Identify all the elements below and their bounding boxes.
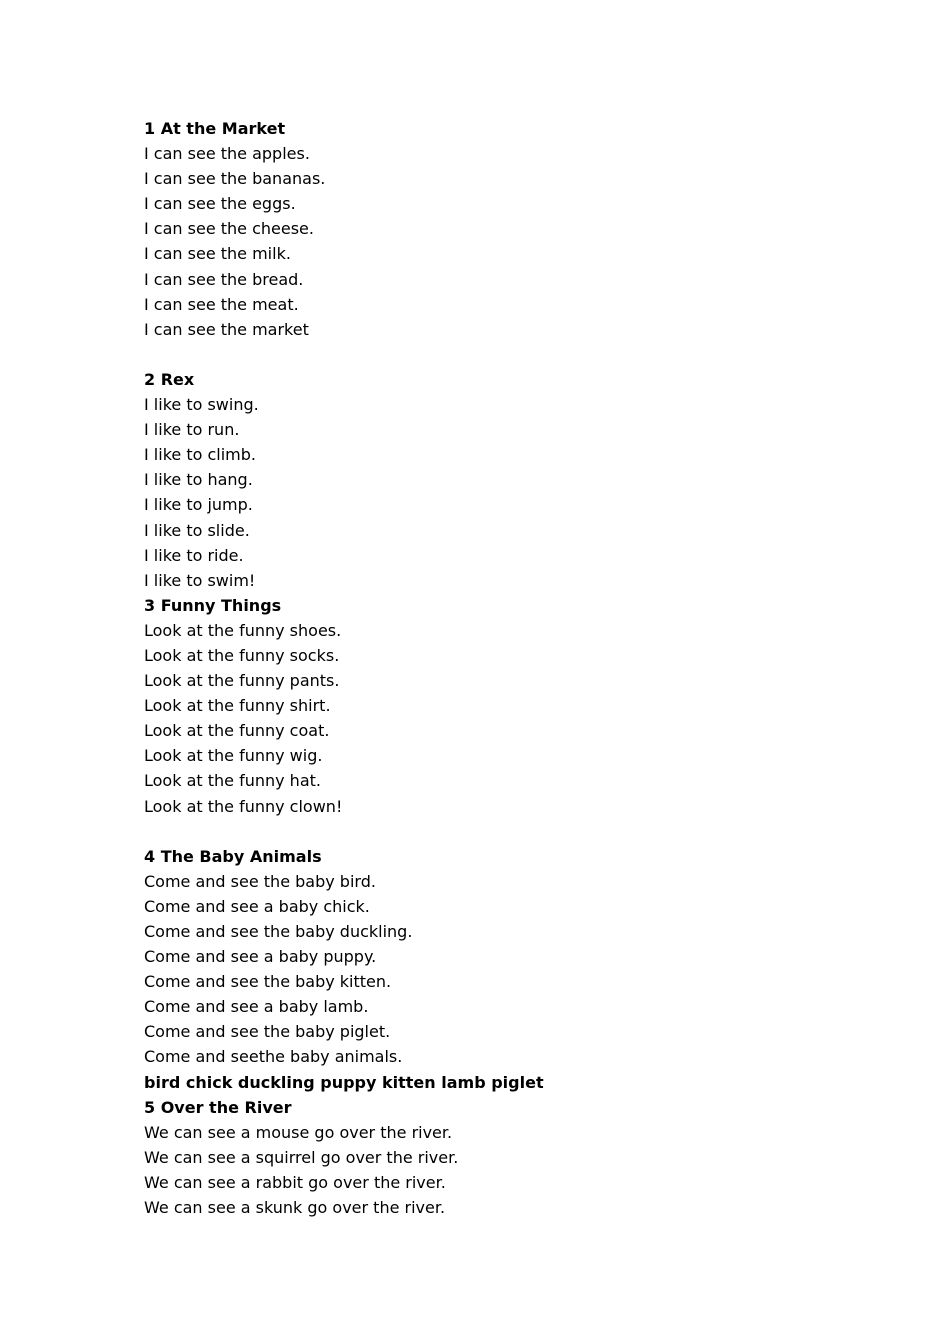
text-line: Come and see the baby kitten. xyxy=(144,972,392,992)
text-line: I can see the bananas. xyxy=(144,169,326,189)
text-line: Look at the funny pants. xyxy=(144,671,340,691)
text-line: I like to climb. xyxy=(144,445,256,465)
text-line: I like to jump. xyxy=(144,495,253,515)
text-line: I can see the meat. xyxy=(144,294,299,314)
text-line: I like to hang. xyxy=(144,470,253,490)
text-line: I like to swing. xyxy=(144,395,259,415)
text-line: Look at the funny clown! xyxy=(144,796,343,816)
text-line: I can see the market xyxy=(144,319,309,339)
text-line: Come and see a baby lamb. xyxy=(144,997,369,1017)
text-line: I can see the cheese. xyxy=(144,219,314,239)
section-heading: 4 The Baby Animals xyxy=(144,846,322,866)
text-line: Look at the funny socks. xyxy=(144,645,340,665)
text-line: Come and see a baby chick. xyxy=(144,896,370,916)
text-line: I can see the eggs. xyxy=(144,194,296,214)
text-line: Come and see the baby piglet. xyxy=(144,1022,391,1042)
blank-line xyxy=(144,819,904,844)
section-heading: 1 At the Market xyxy=(144,119,286,138)
text-line: I can see the bread. xyxy=(144,269,304,289)
section-heading: 3 Funny Things xyxy=(144,595,282,615)
text-line: We can see a rabbit go over the river. xyxy=(144,1172,446,1192)
blank-line xyxy=(144,342,904,367)
text-line: I can see the apples. xyxy=(144,144,310,164)
text-line: Look at the funny hat. xyxy=(144,771,321,791)
text-line: Look at the funny coat. xyxy=(144,721,330,741)
text-line: I like to run. xyxy=(144,420,240,440)
text-line: Come and seethe baby animals. xyxy=(144,1047,403,1067)
text-line: Look at the funny shirt. xyxy=(144,696,331,716)
document-body xyxy=(144,116,904,1220)
text-line: We can see a skunk go over the river. xyxy=(144,1198,446,1218)
section-heading: 5 Over the River xyxy=(144,1097,292,1117)
text-line: I can see the milk. xyxy=(144,244,291,264)
text-line: I like to slide. xyxy=(144,520,250,540)
text-line: I like to ride. xyxy=(144,545,244,565)
text-line: Come and see the baby bird. xyxy=(144,871,376,891)
text-line: Look at the funny wig. xyxy=(144,746,323,766)
text-line: We can see a mouse go over the river. xyxy=(144,1122,453,1142)
text-line: We can see a squirrel go over the river. xyxy=(144,1147,459,1167)
text-line: Come and see the baby duckling. xyxy=(144,922,413,941)
text-line: I like to swim! xyxy=(144,570,256,590)
text-line: Come and see a baby puppy. xyxy=(144,947,377,967)
section-heading: bird chick duckling puppy kitten lamb piglet xyxy=(144,1072,544,1092)
section-heading: 2 Rex xyxy=(144,369,195,389)
text-line: Look at the funny shoes. xyxy=(144,620,342,640)
